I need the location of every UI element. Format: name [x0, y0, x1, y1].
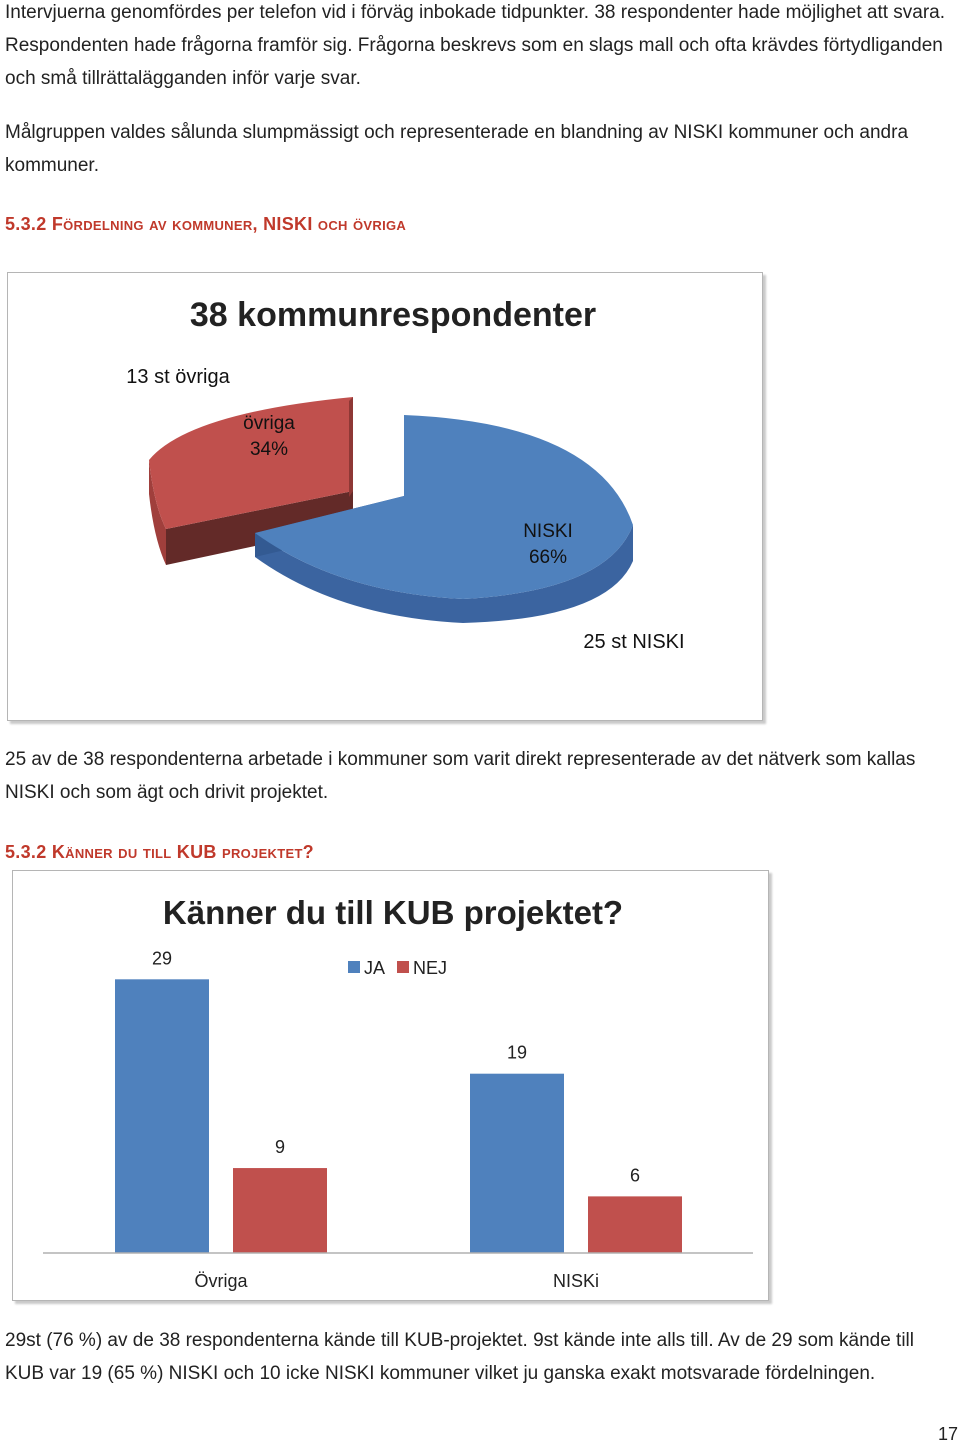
pie-label-ovriga-percent: 34%: [249, 439, 289, 460]
bar-value-niski-nej: 6: [629, 1165, 641, 1186]
bar-chart: [13, 871, 768, 1300]
bar-niski-ja: [470, 1074, 564, 1253]
bar-value-ovriga-nej: 9: [274, 1137, 286, 1158]
after-pie-paragraph: 25 av de 38 respondenterna arbetade i kommuner som varit direkt representerade av det nätverk som kallas NISKI och som ägt och drivit projektet.: [5, 749, 916, 803]
pie-outside-label-niski: 25 st NISKI: [583, 631, 685, 653]
pie-chart-frame: [7, 272, 763, 721]
pie-chart: [8, 273, 762, 720]
pie-label-ovriga-name: övriga: [243, 413, 295, 434]
section-heading-distribution: 5.3.2 Fördelning av kommuner, NISKI och övriga: [5, 214, 407, 234]
after-bar-paragraph: 29st (76 %) av de 38 respondenterna kände till KUB-projektet. 9st kände inte alls till. Av de 29 som kände till KUB var 19 (65 %) NISKI och 10 icke NISKI kommuner vilket ju ganska exakt motsvarade fördelningen.: [5, 1330, 914, 1384]
legend-label-nej: NEJ: [413, 958, 448, 978]
bar-value-niski-ja: 19: [506, 1042, 528, 1063]
target-group-paragraph: Målgruppen valdes sålunda slumpmässigt och representerade en blandning av NISKI kommuner och andra kommuner.: [5, 122, 909, 176]
x-tick-label-ovriga: Övriga: [194, 1271, 248, 1291]
bar-ovriga-ja: [115, 979, 209, 1253]
bar-value-ovriga-ja: 29: [151, 948, 173, 969]
pie-outside-label-ovriga: 13 st övriga: [126, 366, 230, 388]
page-number: 17: [937, 1424, 958, 1444]
legend-label-ja: JA: [364, 958, 386, 978]
pie-slice-ovriga-edge: [349, 397, 353, 497]
legend-swatch-ja: [348, 961, 360, 973]
x-tick-label-niski: NISKi: [552, 1271, 600, 1291]
pie-label-niski-percent: 66%: [528, 547, 568, 568]
bar-niski-nej: [588, 1196, 682, 1253]
bar-ovriga-nej: [233, 1168, 327, 1253]
pie-chart-title: 38 kommunrespondenter: [189, 296, 597, 334]
section-heading-known: 5.3.2 Känner du till KUB projektet?: [5, 842, 314, 862]
pie-label-niski-name: NISKI: [523, 521, 573, 542]
bar-chart-frame: [12, 870, 769, 1301]
legend-swatch-nej: [397, 961, 409, 973]
bar-chart-title: Känner du till KUB projektet?: [162, 894, 624, 931]
intro-paragraph: Intervjuerna genomfördes per telefon vid i förväg inbokade tidpunkter. 38 respondenter hade möjlighet att svara. Respondenten hade frågorna framför sig. Frågorna beskrevs som en slags mall och ofta krävdes förtydliganden och små tillrättalägganden inför varje svar.: [5, 2, 946, 89]
